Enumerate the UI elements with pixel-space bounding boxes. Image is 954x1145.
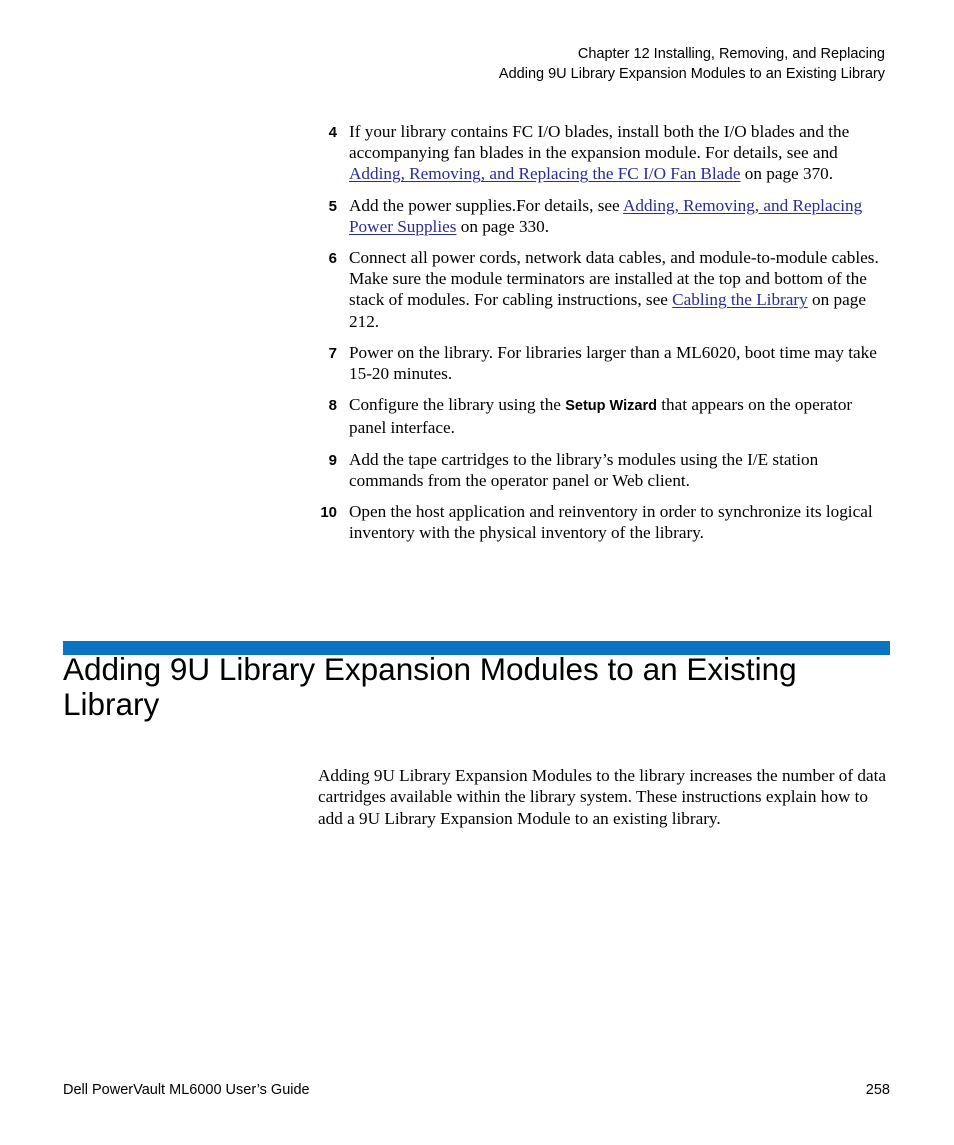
- step-item: [312, 501, 892, 543]
- step-number: 6: [328, 250, 337, 268]
- step-number: 4: [328, 124, 337, 141]
- setup-wizard-term: Setup Wizard: [565, 398, 657, 415]
- running-header-section: Adding 9U Library Expansion Modules to an Existing Library: [498, 66, 885, 82]
- step-item: [312, 449, 892, 491]
- footer-page-number: 258: [865, 1082, 890, 1098]
- step-item: [312, 121, 892, 185]
- step-item: [312, 342, 892, 384]
- step-number: 7: [328, 344, 337, 362]
- step-text: [349, 394, 889, 438]
- step-text: Add the tape cartridges to the library’s modules using the I/E station commands from the operator panel or Web client.: [349, 449, 819, 490]
- running-header-chapter: Chapter 12 Installing, Removing, and Replacing: [577, 46, 885, 62]
- step-text: [349, 247, 889, 332]
- running-header: [499, 44, 885, 84]
- step-text-part: on page 330.: [456, 216, 550, 236]
- page-footer: [63, 1080, 890, 1100]
- step-text-part: Add the power supplies.For details, see: [349, 195, 624, 215]
- step-text-part: on page 212.: [349, 290, 866, 331]
- section-intro-paragraph: Adding 9U Library Expansion Modules to the library increases the number of data cartridges available within the library system. These instructions explain how to add a 9U Library Expansion Module to an existing library.: [318, 766, 886, 828]
- step-number: 9: [328, 451, 337, 469]
- step-text: Open the host application and reinventory in order to synchronize its logical inventory with the physical inventory of the library.: [349, 502, 873, 543]
- step-text: [349, 121, 889, 185]
- procedure-steps: [312, 121, 892, 553]
- step-text-part: that appears on the operator panel interface.: [349, 395, 853, 438]
- step-text: Power on the library. For libraries larger than a ML6020, boot time may take 15-20 minutes.: [349, 342, 877, 384]
- step-text-part: Connect all power cords, network data cables, and module-to-module cables. Make sure the module terminators are installed at the top and bottom of the stack of modules. For cabling instructions, see: [349, 248, 879, 310]
- step-item: [312, 247, 892, 332]
- step-number: 5: [328, 197, 337, 215]
- section-heading: Adding 9U Library Expansion Modules to an Existing Library: [63, 651, 797, 722]
- step-item: [312, 394, 892, 438]
- fc-io-fan-blade-link[interactable]: Adding, Removing, and Replacing the FC I/O Fan Blade: [349, 164, 741, 184]
- power-supplies-link[interactable]: Adding, Removing, and Replacing Power Supplies: [349, 195, 863, 236]
- step-number: 10: [320, 504, 337, 522]
- footer-guide-title: Dell PowerVault ML6000 User’s Guide: [63, 1082, 310, 1098]
- step-item: [312, 195, 892, 237]
- step-text-part: If your library contains FC I/O blades, install both the I/O blades and the accompanying fan blades in the expansion module. For details, see and: [349, 122, 850, 163]
- step-text-part: Configure the library using the: [349, 395, 566, 415]
- step-text: [349, 195, 889, 237]
- step-text-part: on page 370.: [740, 164, 834, 184]
- cabling-the-library-link[interactable]: Cabling the Library: [672, 290, 808, 310]
- step-number: 8: [328, 397, 337, 415]
